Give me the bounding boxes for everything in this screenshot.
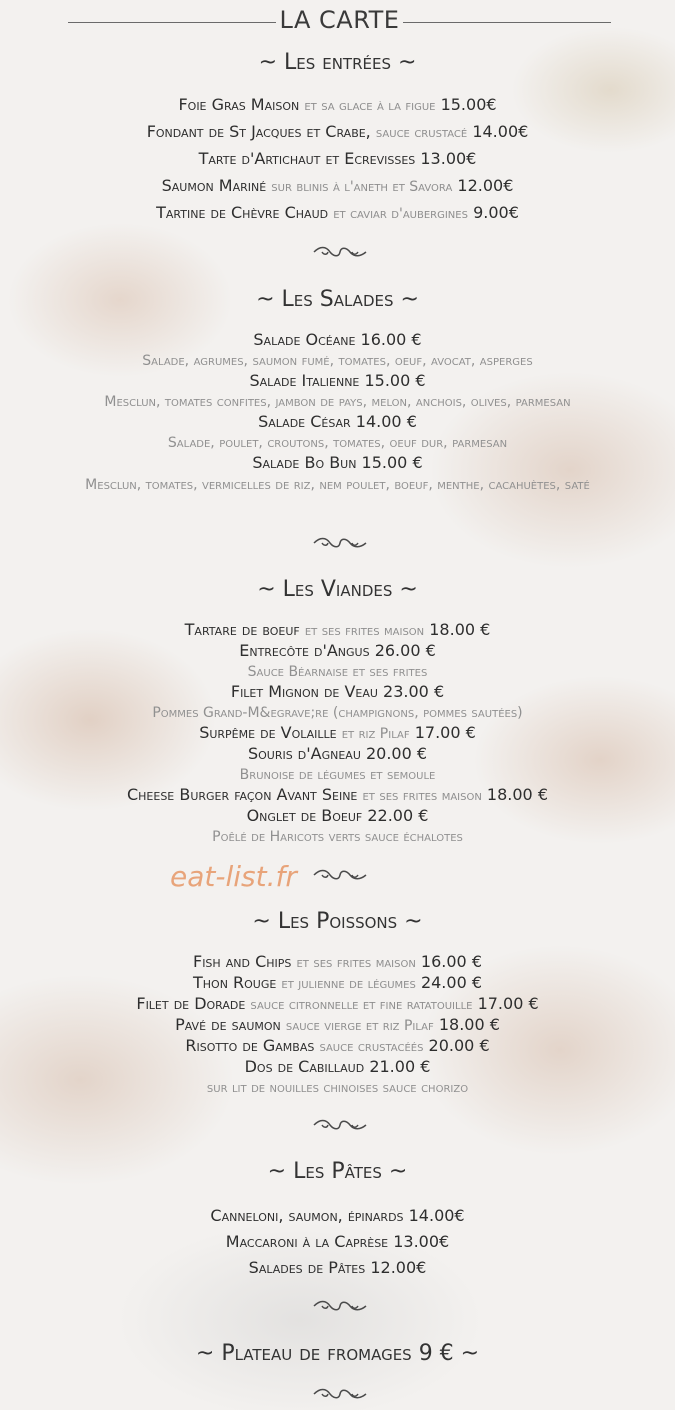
menu-item: Cheese Burger façon Avant Seine et ses frites maison 18.00 € <box>126 785 548 804</box>
menu-item: Salade Bo Bun 15.00 € <box>252 453 423 472</box>
menu-item: Tartine de Chèvre Chaud et caviar d'aubergines 9.00€ <box>156 203 519 222</box>
menu-item: Entrecôte d'Angus 26.00 € <box>239 641 436 660</box>
menu-item-description: Pommes Grand-M&egrave;re (champignons, pommes sautées) <box>152 705 523 721</box>
menu-item: Surpême de Volaille et riz Pilaf 17.00 € <box>199 723 476 742</box>
ornament-swirl-icon <box>312 1298 368 1314</box>
section-title-viandes: ~ Les Viandes ~ <box>257 577 418 602</box>
menu-item: Foie Gras Maison et sa glace à la figue 15.00€ <box>178 95 497 114</box>
section-title-salades: ~ Les Salades ~ <box>256 287 419 312</box>
watermark: eat-list.fr <box>170 860 297 893</box>
menu-item-description: Salade, poulet, croutons, tomates, oeuf dur, parmesan <box>167 435 508 451</box>
menu-item: Thon Rouge et julienne de légumes 24.00 € <box>192 973 483 992</box>
menu-item: Souris d'Agneau 20.00 € <box>247 744 428 763</box>
menu-item-description: Brunoise de légumes et semoule <box>239 767 436 783</box>
section-title-poissons: ~ Les Poissons ~ <box>252 909 423 934</box>
menu-item: Salade César 14.00 € <box>258 412 417 431</box>
menu-header <box>0 6 675 40</box>
menu-item-description: Mesclun, tomates, vermicelles de riz, nem poulet, boeuf, menthe, cacahuètes, saté <box>85 477 590 493</box>
menu-item: Onglet de Boeuf 22.00 € <box>246 806 429 825</box>
menu-item: Tartare de boeuf et ses frites maison 18.00 € <box>184 620 491 639</box>
menu-item-description: Mesclun, tomates confites, jambon de pays, melon, anchois, olives, parmesan <box>104 394 571 410</box>
section-title-pates: ~ Les Pâtes ~ <box>267 1159 408 1184</box>
menu-item: Salade Océane 16.00 € <box>253 330 422 349</box>
menu-item-description: Poêlé de Haricots verts sauce échalotes <box>212 829 463 845</box>
section-title-entrees: ~ Les entrées ~ <box>258 50 417 75</box>
title-rule-left <box>68 22 276 23</box>
title-rule-right <box>403 22 611 23</box>
menu-item: Tarte d'Artichaut et Ecrevisses 13.00€ <box>198 149 477 168</box>
menu-item: Saumon Mariné sur blinis à l'aneth et Savora 12.00€ <box>161 176 514 195</box>
page-title: LA CARTE <box>279 6 400 34</box>
menu-item: Dos de Cabillaud 21.00 € <box>244 1057 431 1076</box>
section-title-fromages: ~ Plateau de fromages 9 € ~ <box>195 1341 480 1366</box>
menu-item: Filet Mignon de Veau 23.00 € <box>230 682 445 701</box>
menu-item: Salade Italienne 15.00 € <box>249 371 426 390</box>
menu-item: Risotto de Gambas sauce crustacéés 20.00 € <box>185 1036 490 1055</box>
ornament-swirl-icon <box>312 535 368 551</box>
menu-item-description: Sauce Béarnaise et ses frites <box>247 664 428 680</box>
menu-item-description: sur lit de nouilles chinoises sauce chorizo <box>206 1080 469 1096</box>
menu-item: Fondant de St Jacques et Crabe, sauce crustacé 14.00€ <box>146 122 529 141</box>
ornament-swirl-icon <box>312 244 368 260</box>
menu-item-description: Salade, agrumes, saumon fumé, tomates, oeuf, avocat, asperges <box>142 353 533 369</box>
menu-item: Canneloni, saumon, épinards 14.00€ <box>210 1206 465 1225</box>
menu-item: Pavé de saumon sauce vierge et riz Pilaf 18.00 € <box>175 1015 500 1034</box>
ornament-swirl-icon <box>312 1386 368 1402</box>
menu-item: Fish and Chips et ses frites maison 16.00 € <box>192 952 482 971</box>
menu-item: Salades de Pâtes 12.00€ <box>248 1258 427 1277</box>
menu-item: Maccaroni à la Caprèse 13.00€ <box>225 1232 450 1251</box>
ornament-swirl-icon <box>312 1117 368 1133</box>
ornament-swirl-icon <box>312 867 368 883</box>
menu-item: Filet de Dorade sauce citronnelle et fine ratatouille 17.00 € <box>136 994 539 1013</box>
